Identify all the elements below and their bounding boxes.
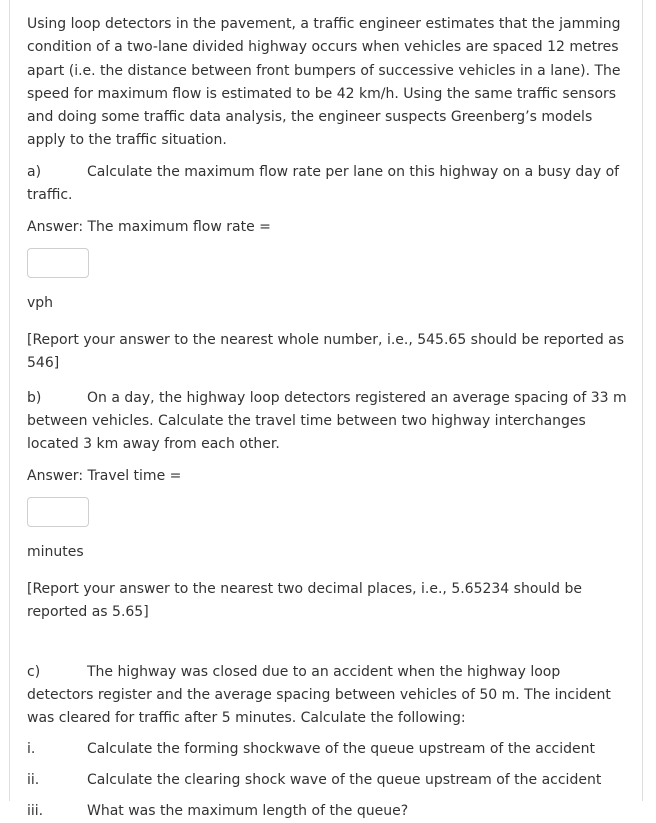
part-a-label: a)	[27, 163, 42, 180]
part-c-question	[27, 661, 627, 731]
part-b-question	[27, 387, 627, 457]
part-c-item-2	[27, 769, 627, 792]
part-b-answer-input[interactable]	[27, 497, 89, 527]
question-card	[9, 0, 643, 820]
part-c-item-1-text: Calculate the forming shockwave of the queue upstream of the accident	[87, 740, 595, 757]
question-content	[27, 12, 627, 823]
part-c-item-3	[27, 800, 627, 823]
part-c-item-2-number: ii.	[27, 771, 40, 788]
part-a-rounding-note: [Report your answer to the nearest whole number, i.e., 545.65 should be reported as 546]	[27, 331, 625, 372]
part-a-text: Calculate the maximum flow rate per lane on this highway on a busy day of traffic.	[27, 163, 620, 204]
part-c-item-3-number: iii.	[27, 803, 44, 820]
part-c-item-2-text: Calculate the clearing shock wave of the queue upstream of the accident	[87, 771, 602, 788]
part-a-answer-label: Answer: The maximum flow rate =	[27, 219, 271, 236]
part-b-label: b)	[27, 389, 42, 406]
part-c-text: The highway was closed due to an accident when the highway loop detectors register and the average spacing between vehicles of 50 m. The incident was cleared for traffic after 5 minutes. Calculate the following:	[27, 663, 611, 727]
part-c-item-3-text: What was the maximum length of the queue?	[87, 803, 409, 820]
part-b-text: On a day, the highway loop detectors registered an average spacing of 33 m between vehicles. Calculate the travel time between two highway interchanges located 3 km away from each other.	[27, 389, 627, 453]
part-c-label: c)	[27, 663, 41, 680]
part-c-item-1	[27, 738, 627, 761]
part-a-question	[27, 161, 627, 208]
part-b-unit: minutes	[27, 543, 84, 560]
part-c-item-1-number: i.	[27, 740, 36, 757]
part-a-unit: vph	[27, 294, 54, 311]
part-b-answer-label: Answer: Travel time =	[27, 468, 182, 485]
part-a-answer-input[interactable]	[27, 248, 89, 278]
question-intro: Using loop detectors in the pavement, a traffic engineer estimates that the jamming condition of a two-lane divided highway occurs when vehicles are spaced 12 metres apart (i.e. the distance between front bumpers of successive vehicles in a lane). The speed for maximum flow is estimated to be 42 km/h. Using the same traffic sensors and doing some traffic data analysis, the engineer suspects Greenberg’s models apply to the traffic situation.	[27, 16, 621, 149]
part-b-rounding-note: [Report your answer to the nearest two decimal places, i.e., 5.65234 should be reported as 5.65]	[27, 581, 582, 621]
